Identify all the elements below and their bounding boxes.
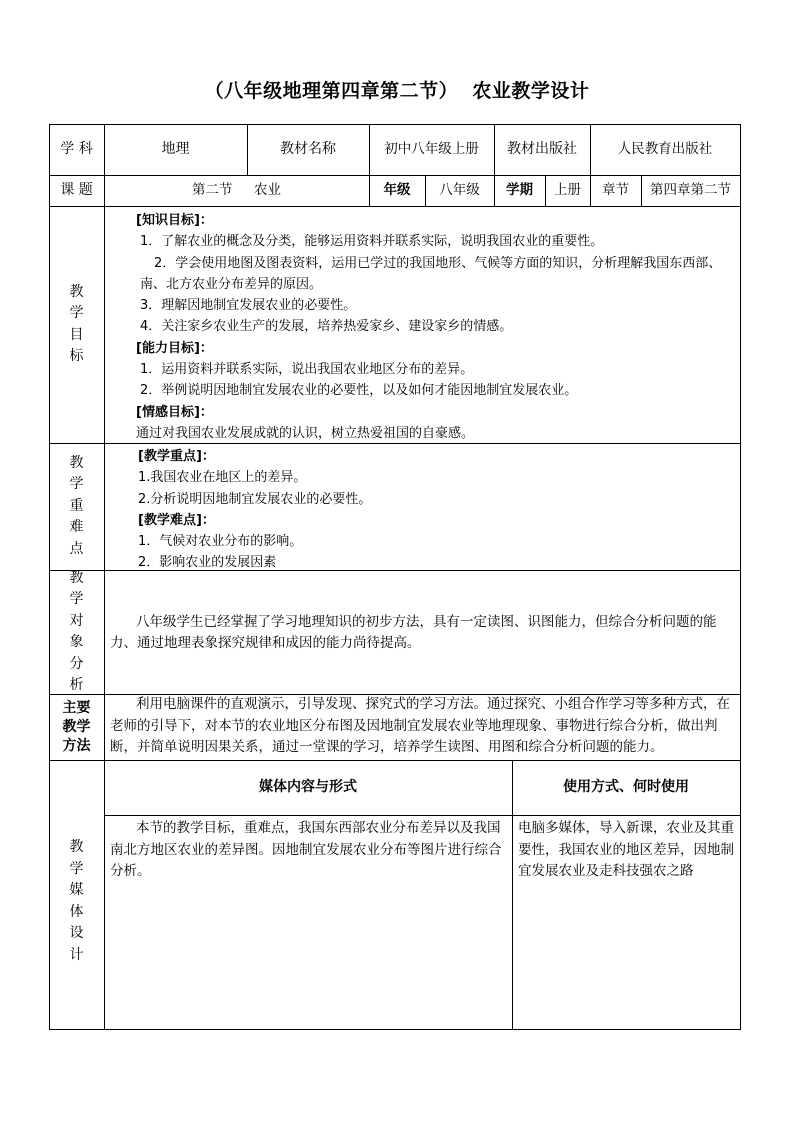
media-label: 教 学 媒 体 设 计 xyxy=(69,839,84,963)
table-border-right xyxy=(740,124,741,1030)
media-content-header: 媒体内容与形式 xyxy=(259,779,357,795)
objectives-content xyxy=(136,210,734,444)
keypoints-label: 教 学 重 难 点 xyxy=(69,454,84,557)
textbook-label: 教材名称 xyxy=(280,141,336,157)
ability-objectives-header: [能力目标]： xyxy=(136,340,213,356)
term-value: 上册 xyxy=(554,182,581,198)
objective-item: 2．学会使用地图及图表资料，运用已学过的我国地形、气候等方面的知识，分析理解我国东西部、南、北方农业分布差异的原因。 xyxy=(140,255,722,292)
media-usage-text: 电脑多媒体，导入新课，农业及其重要性，我国农业的地区差异，因地制宜发展农业及走科技强农之路 xyxy=(518,820,734,879)
chapter-label: 章节 xyxy=(602,182,629,198)
grade-value: 八年级 xyxy=(439,182,480,198)
label-column-divider xyxy=(104,124,105,1030)
objective-item: 1．了解农业的概念及分类，能够运用资料并联系实际，说明我国农业的重要性。 xyxy=(140,234,604,250)
methods-text: 利用电脑课件的直观演示，引导发现、探究式的学习方法。通过探究、小组合作学习等多种方式，在老师的引导下，对本节的农业地区分布图及因地制宜发展农业等地理现象、事物进行综合分析，做出判断，并简单说明因果关系，通过一堂课的学习，培养学生读图、用图和综合分析问题的能力。 xyxy=(110,696,730,755)
media-header-divider xyxy=(104,815,741,816)
key-point-item: 2.分析说明因地制宜发展农业的必要性。 xyxy=(138,491,372,507)
subject-label: 学 科 xyxy=(60,141,93,157)
topic-value: 第二节 农业 xyxy=(192,182,281,198)
knowledge-objectives-header: [知识目标]： xyxy=(136,213,213,228)
objective-item: 通过对我国农业发展成就的认识，树立热爱祖国的自豪感。 xyxy=(136,425,475,441)
publisher-value: 人民教育出版社 xyxy=(617,141,713,157)
difficult-points-header: [教学难点]： xyxy=(138,512,215,528)
publisher-label: 教材出版社 xyxy=(507,141,577,157)
row-divider xyxy=(49,206,741,207)
difficult-point-item: 2．影响农业的发展因素 xyxy=(138,555,277,571)
key-points-header: [教学重点]： xyxy=(138,449,215,464)
objective-item: 1．运用资料并联系实际，说出我国农业地区分布的差异。 xyxy=(140,362,474,378)
topic-label: 课 题 xyxy=(60,182,93,198)
subject-value: 地理 xyxy=(161,141,190,157)
objective-item: 2．举例说明因地制宜发展农业的必要性，以及如何才能因地制宜发展农业。 xyxy=(140,383,578,399)
emotion-objectives-header: [情感目标]： xyxy=(136,404,213,420)
media-content-text: 本节的教学目标，重难点，我国东西部农业分布差异以及我国南北方地区农业的差异图。因地制宜发展农业分布等图片进行综合分析。 xyxy=(110,820,502,879)
document-title: （八年级地理第四章第二节） 农业教学设计 xyxy=(204,80,590,102)
methods-label: 主要 教学 方法 xyxy=(62,699,91,754)
grade-label: 年级 xyxy=(383,182,411,198)
keypoints-content xyxy=(138,446,734,574)
table-border-bottom xyxy=(49,1029,741,1030)
students-label: 教 学 对 象 分 析 xyxy=(69,569,84,693)
objective-item: 3．理解因地制宜发展农业的必要性。 xyxy=(140,298,357,314)
textbook-value: 初中八年级上册 xyxy=(384,141,479,157)
objectives-label: 教 学 目 标 xyxy=(69,283,84,364)
objective-item: 4．关注家乡农业生产的发展，培养热爱家乡、建设家乡的情感。 xyxy=(140,319,513,335)
students-analysis-text: 八年级学生已经掌握了学习地理知识的初步方法，具有一定读图、识图能力，但综合分析问题的能力、通过地理表象探究规律和成因的能力尚待提高。 xyxy=(110,614,717,652)
term-label: 学期 xyxy=(506,182,533,198)
chapter-value: 第四章第二节 xyxy=(650,182,731,198)
difficult-point-item: 1．气候对农业分布的影响。 xyxy=(138,534,303,550)
key-point-item: 1.我国农业在地区上的差异。 xyxy=(138,470,307,486)
media-usage-header: 使用方式、何时使用 xyxy=(563,779,689,795)
